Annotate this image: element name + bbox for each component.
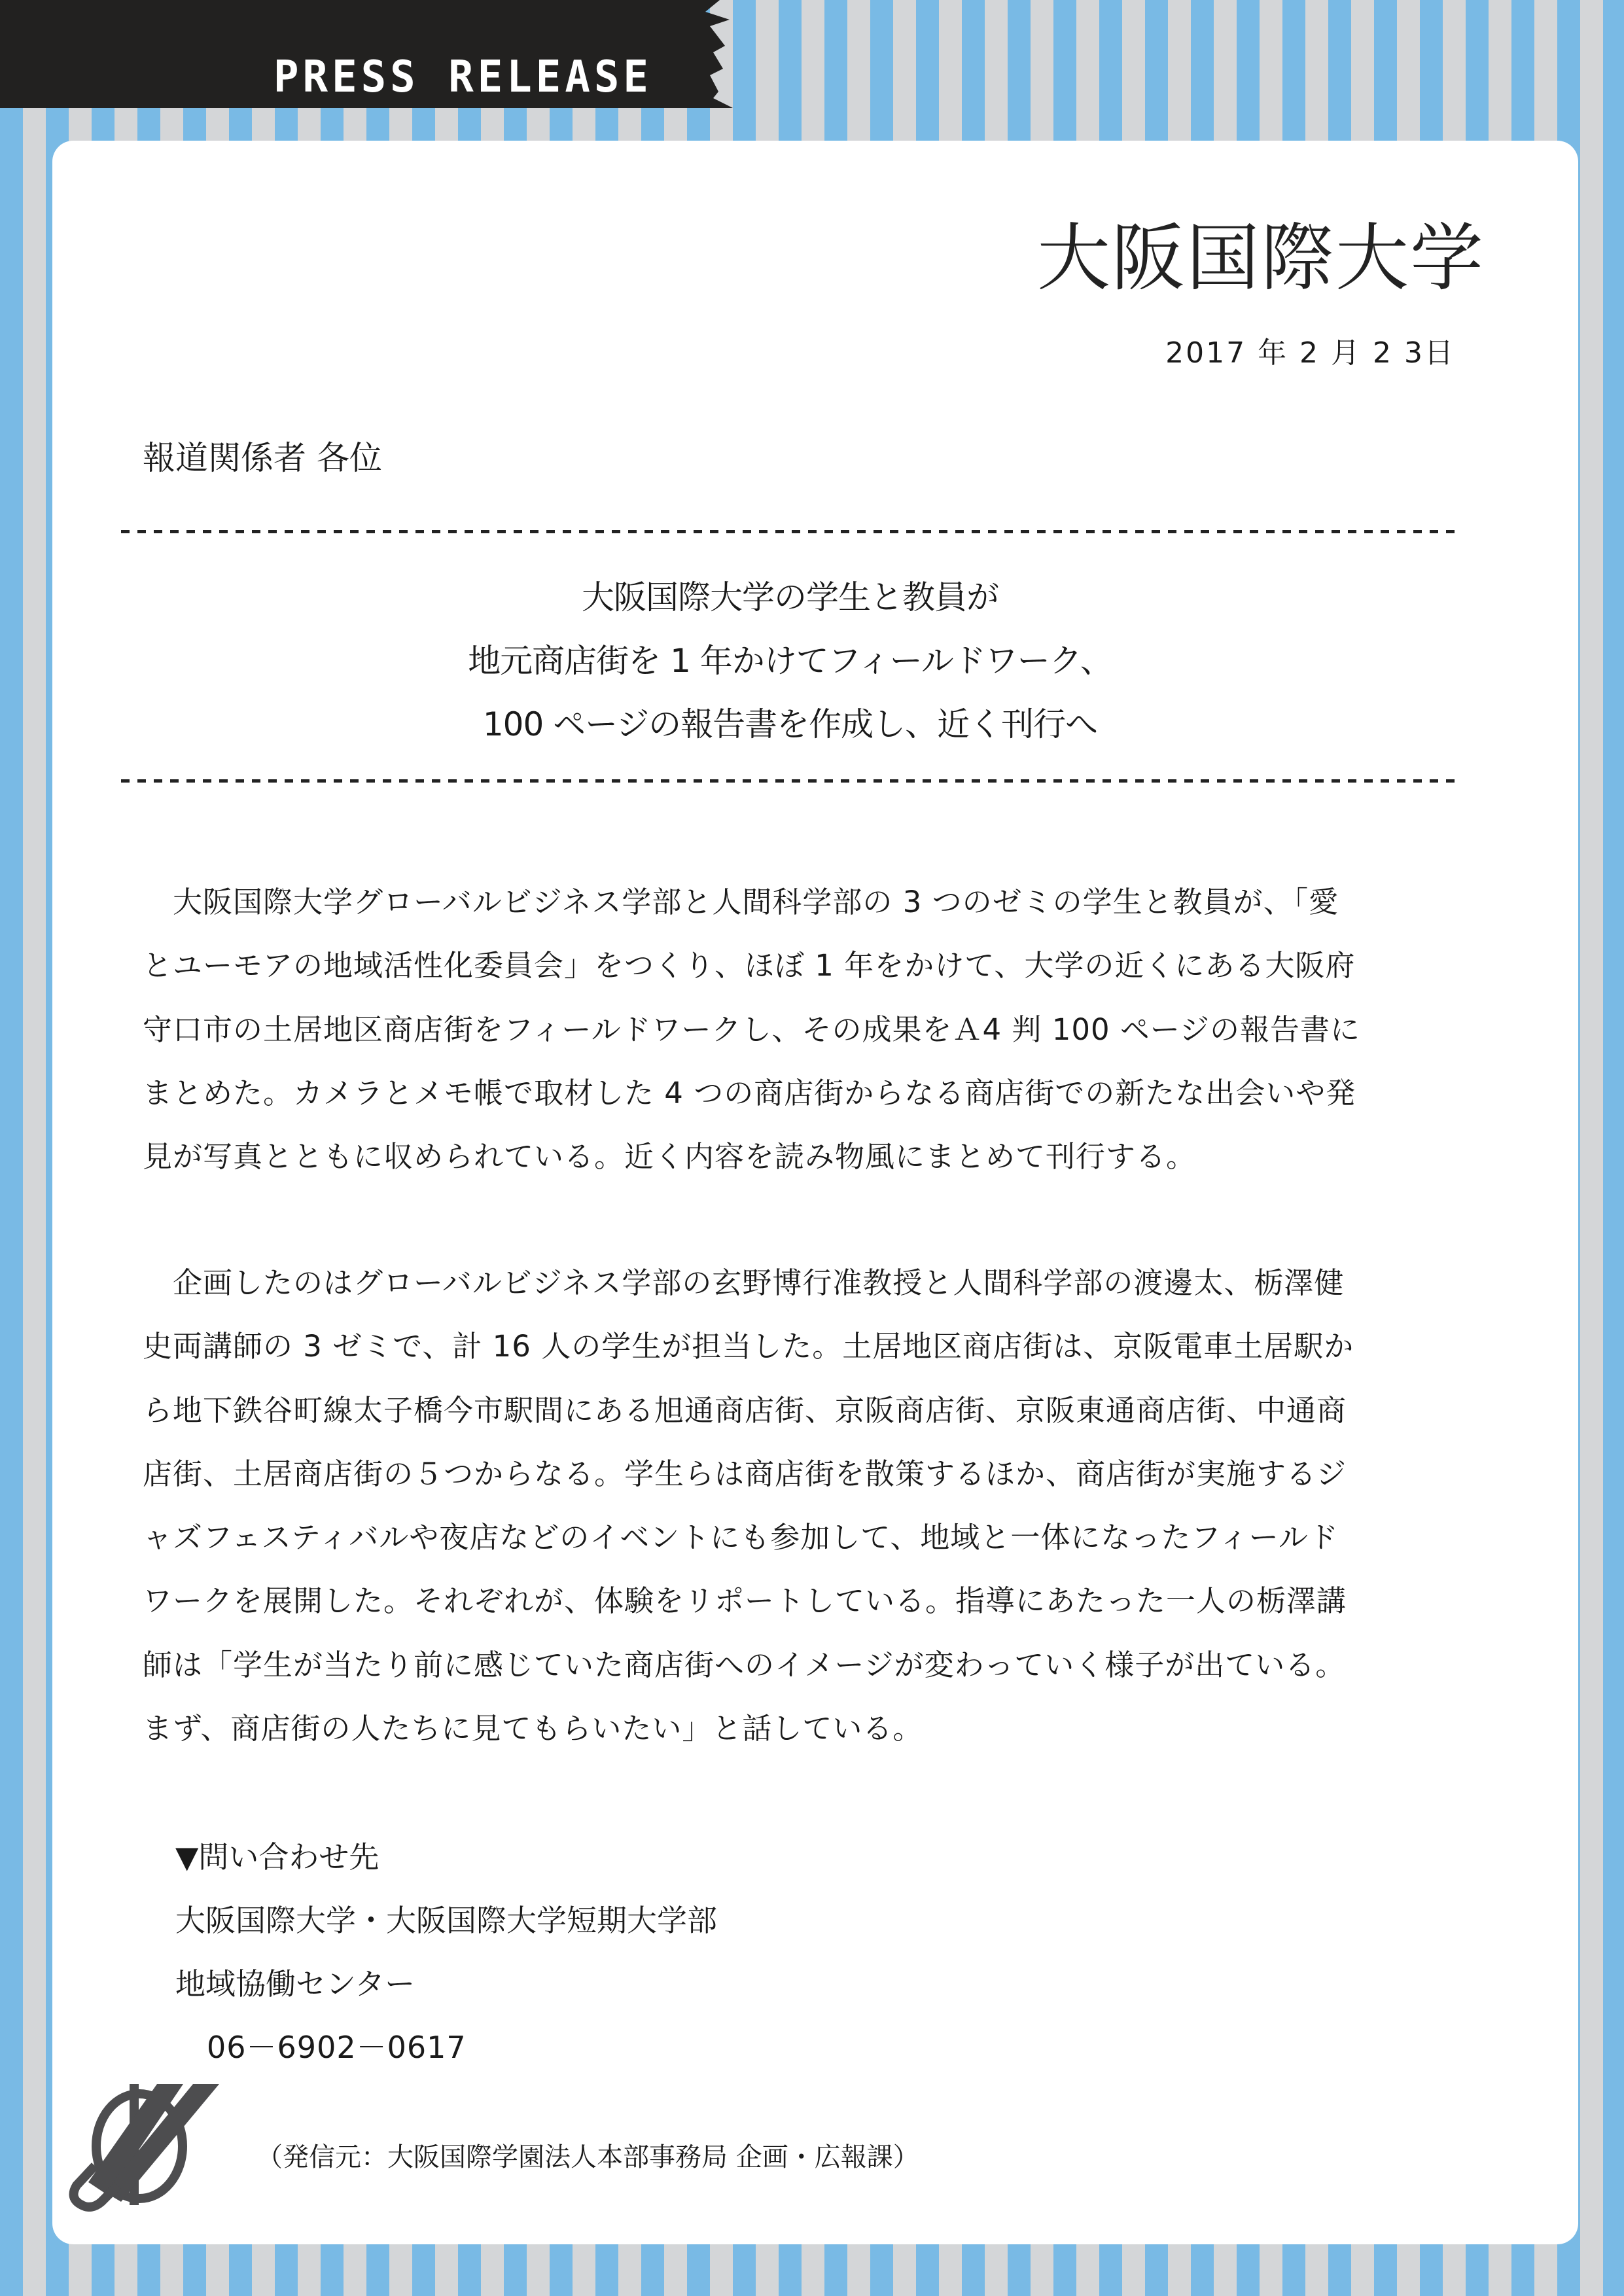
body-line: 見が写真とともに収められている。近く内容を読み物風にまとめて刊行する。 [143,1139,1197,1174]
body-paragraph-2 [143,1251,1448,1760]
dashed-divider-bottom [121,779,1459,783]
body-line: 店街、土居商店街の５つからなる。学生らは商店街を散策するほか、商店街が実施するジ [143,1456,1347,1491]
body-line: まず、商店街の人たちに見てもらいたい」と話している。 [143,1711,923,1746]
body-line: ワークを展開した。それぞれが、体験をリポートしている。指導にあたった一人の栃澤講 [143,1583,1347,1619]
body-line: まとめた。カメラとメモ帳で取材した 4 つの商店街からなる商店街での新たな出会いや発 [143,1075,1356,1110]
body-line: 大阪国際大学グローバルビジネス学部と人間科学部の 3 つのゼミの学生と教員が、「愛 [143,885,1339,919]
body-line: 守口市の土居地区商店街をフィールドワークし、その成果をＡ4 判 100 ページの報告書に [143,1012,1361,1047]
contact-organization: 大阪国際大学・大阪国際大学短期大学部 [175,1903,717,1938]
contact-block [175,1826,717,2079]
contact-phone: 06－6902－0617 [207,2030,467,2065]
dashed-divider-top [121,530,1459,533]
body-line: とユーモアの地域活性化委員会」をつくり、ほぼ 1 年をかけて、大学の近くにある大阪府 [143,948,1356,983]
headline-line: 大阪国際大学の学生と教員が [582,578,998,616]
issuer-line: （発信元：大阪国際学園法人本部事務局 企画・広報課） [256,2142,919,2172]
recipients-line: 報道関係者 各位 [143,439,382,477]
contact-department: 地域協働センター [175,1966,415,2002]
press-release-label: PRESS RELEASE [274,52,652,103]
body-line: 史両講師の 3 ゼミで、計 16 人の学生が担当した。土居地区商店街は、京阪電車土居駅か [143,1329,1354,1364]
contact-heading: ▼問い合わせ先 [175,1839,380,1875]
body-paragraph-1 [143,870,1448,1188]
release-date: 2017 年 2 月 2 3日 [1165,336,1455,370]
body-line: 企画したのはグローバルビジネス学部の玄野博行准教授と人間科学部の渡邊太、栃澤健 [143,1265,1345,1300]
headline [121,566,1459,756]
body-line: ら地下鉄谷町線太子橋今市駅間にある旭通商店街、京阪商店街、京阪東通商店街、中通商 [143,1392,1347,1428]
university-logo-wordmark: 大阪国際大学 [1037,216,1485,301]
headline-line: 地元商店街を 1 年かけてフィールドワーク、 [468,642,1112,680]
university-emblem-icon [69,2074,226,2212]
body-line: ャズフェスティバルや夜店などのイベントにも参加して、地域と一体になったフィールド [143,1520,1339,1555]
headline-line: 100 ページの報告書を作成し、近く刊行へ [482,705,1098,743]
body-line: 師は「学生が当たり前に感じていた商店街へのイメージが変わっていく様子が出ている。 [143,1647,1346,1682]
